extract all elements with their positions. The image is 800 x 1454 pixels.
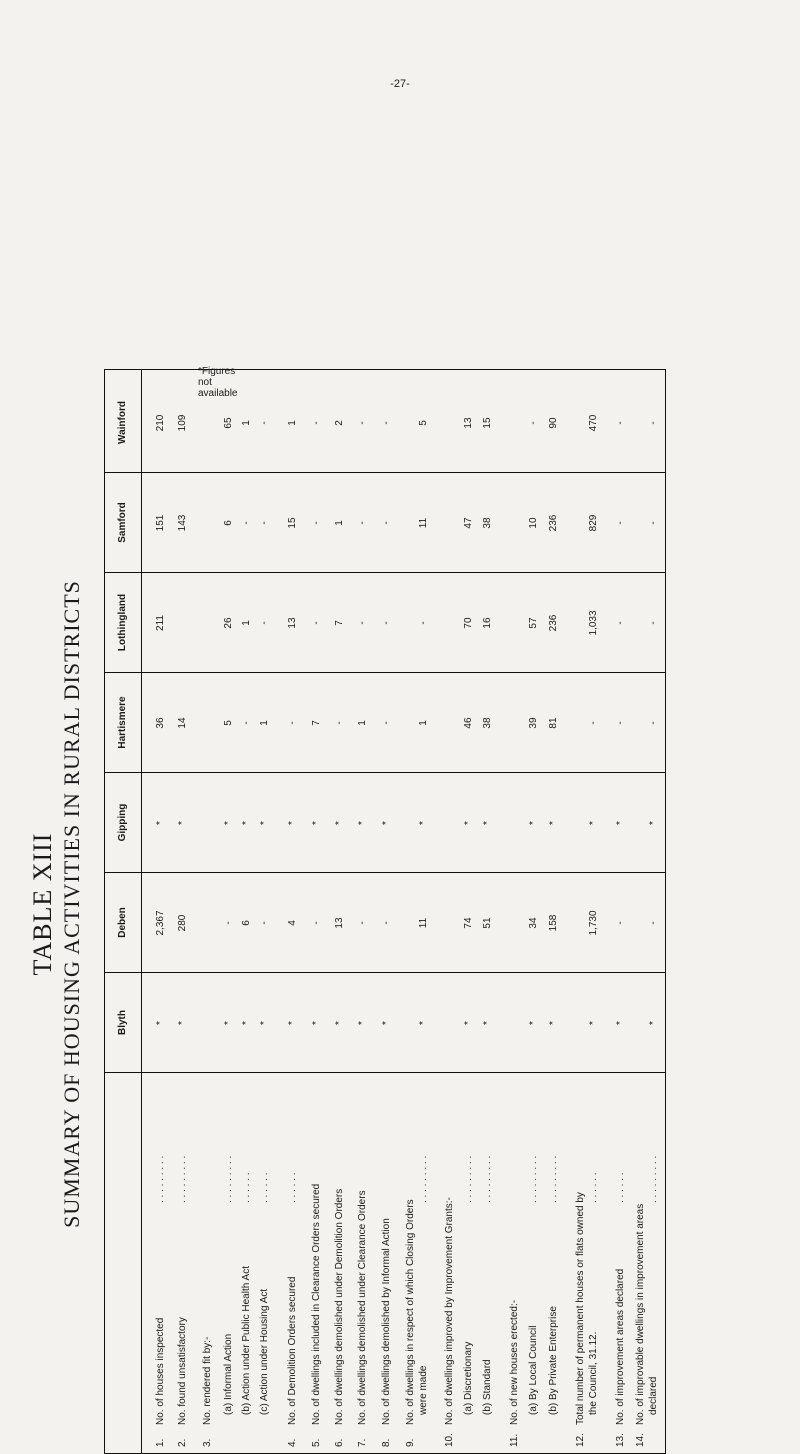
row-number: 9. xyxy=(405,1438,416,1447)
cell-hartismere: 1 xyxy=(357,720,368,726)
cell-blyth: * xyxy=(259,1021,270,1025)
cell-lothingland: 1 xyxy=(241,620,252,626)
column-header-gipping: Gipping xyxy=(105,773,141,873)
cell-gipping: * xyxy=(223,821,234,825)
leader-dots: . . . . . . . . . xyxy=(548,1155,559,1203)
cell-deben: 13 xyxy=(334,917,345,929)
row-label-continuation: the Council, 31.12. xyxy=(588,1331,599,1415)
cell-lothingland: - xyxy=(648,621,659,625)
cell-blyth: * xyxy=(482,1021,493,1025)
cell-lothingland: 7 xyxy=(334,620,345,626)
cell-gipping: * xyxy=(482,821,493,825)
cell-wainford: - xyxy=(528,421,539,425)
table-title: TABLE XIII xyxy=(28,832,57,976)
cell-lothingland: - xyxy=(381,621,392,625)
cell-hartismere: 46 xyxy=(463,717,474,729)
row-label: (a) Informal Action xyxy=(223,1333,234,1415)
cell-gipping: * xyxy=(528,821,539,825)
cell-lothingland: 26 xyxy=(223,617,234,629)
cell-wainford: 90 xyxy=(548,417,559,429)
cell-deben: 34 xyxy=(528,917,539,929)
page-number: -27- xyxy=(390,78,410,90)
cell-deben: - xyxy=(648,921,659,925)
row-number: 14. xyxy=(635,1433,646,1447)
leader-dots: . . . . . . . . . xyxy=(648,1155,659,1203)
cell-gipping: * xyxy=(648,821,659,825)
cell-gipping: * xyxy=(588,821,599,825)
cell-blyth: * xyxy=(648,1021,659,1025)
row-number: 5. xyxy=(311,1438,322,1447)
row-number: 3. xyxy=(202,1438,213,1447)
cell-samford: 15 xyxy=(287,517,298,529)
row-label: No. of improvable dwellings in improvement areas xyxy=(635,1203,646,1425)
cell-samford: - xyxy=(259,521,270,525)
cell-blyth: * xyxy=(177,1021,188,1025)
cell-samford: 1 xyxy=(334,520,345,526)
cell-deben: 158 xyxy=(548,914,559,932)
rotated-table-sheet xyxy=(28,354,668,1454)
cell-lothingland: - xyxy=(259,621,270,625)
cell-samford: 236 xyxy=(548,514,559,532)
cell-lothingland: - xyxy=(357,621,368,625)
cell-gipping: * xyxy=(548,821,559,825)
cell-gipping: * xyxy=(357,821,368,825)
column-divider xyxy=(105,772,665,773)
cell-hartismere: - xyxy=(615,721,626,725)
row-label: No. found unsatisfactory xyxy=(177,1317,188,1425)
column-header-wainford: Wainford xyxy=(105,373,141,473)
cell-hartismere: 39 xyxy=(528,717,539,729)
row-label: (b) Standard xyxy=(482,1359,493,1415)
cell-samford: 143 xyxy=(177,514,188,532)
cell-deben: 74 xyxy=(463,917,474,929)
column-header-deben: Deben xyxy=(105,873,141,973)
cell-hartismere: 1 xyxy=(259,720,270,726)
row-label: No. of improvement areas declared xyxy=(615,1268,626,1425)
summary-table xyxy=(104,369,666,1454)
cell-hartismere: 7 xyxy=(311,720,322,726)
column-divider xyxy=(105,472,665,473)
table-subtitle: SUMMARY OF HOUSING ACTIVITIES IN RURAL DISTRICTS xyxy=(59,580,84,1228)
leader-dots: . . . . . . . . . xyxy=(463,1155,474,1203)
cell-samford: 38 xyxy=(482,517,493,529)
cell-deben: - xyxy=(259,921,270,925)
row-number: 7. xyxy=(357,1438,368,1447)
leader-dots: . . . . . . xyxy=(241,1172,252,1203)
cell-samford: - xyxy=(648,521,659,525)
cell-hartismere: 81 xyxy=(548,717,559,729)
cell-blyth: * xyxy=(223,1021,234,1025)
leader-dots: . . . . . . . . . xyxy=(528,1155,539,1203)
cell-hartismere: 5 xyxy=(223,720,234,726)
leader-dots: . . . . . . xyxy=(259,1172,270,1203)
row-number: 10. xyxy=(444,1433,455,1447)
cell-deben: - xyxy=(615,921,626,925)
cell-lothingland: 236 xyxy=(548,614,559,632)
row-label: No. rendered fit by:- xyxy=(202,1336,213,1425)
cell-gipping: * xyxy=(615,821,626,825)
cell-samford: 6 xyxy=(223,520,234,526)
cell-blyth: * xyxy=(588,1021,599,1025)
leader-dots: . . . . . . . . . xyxy=(177,1155,188,1203)
leader-dots: . . . . . . xyxy=(615,1172,626,1203)
cell-deben: - xyxy=(223,921,234,925)
cell-wainford: - xyxy=(357,421,368,425)
cell-wainford: - xyxy=(259,421,270,425)
row-label: No. of dwellings demolished under Demolition Orders xyxy=(334,1188,345,1425)
row-label: Total number of permanent houses or flats owned by xyxy=(575,1192,586,1425)
cell-lothingland: 13 xyxy=(287,617,298,629)
cell-hartismere: 38 xyxy=(482,717,493,729)
cell-lothingland: - xyxy=(311,621,322,625)
row-label: No. of dwellings included in Clearance Orders secured xyxy=(311,1183,322,1425)
row-label: No. of houses inspected xyxy=(155,1317,166,1425)
leader-dots: . . . . . . . . . xyxy=(482,1155,493,1203)
cell-wainford: 1 xyxy=(287,420,298,426)
row-label: No. of dwellings in respect of which Closing Orders xyxy=(405,1199,416,1425)
cell-wainford: - xyxy=(311,421,322,425)
cell-gipping: * xyxy=(463,821,474,825)
column-divider xyxy=(105,1072,665,1073)
cell-deben: - xyxy=(381,921,392,925)
column-divider xyxy=(105,972,665,973)
cell-samford: - xyxy=(241,521,252,525)
cell-wainford: - xyxy=(615,421,626,425)
leader-dots: . . . . . . xyxy=(287,1172,298,1203)
cell-blyth: * xyxy=(418,1021,429,1025)
cell-gipping: * xyxy=(287,821,298,825)
leader-dots: . . . . . . . . . xyxy=(418,1155,429,1203)
cell-blyth: * xyxy=(155,1021,166,1025)
cell-lothingland: 16 xyxy=(482,617,493,629)
cell-blyth: * xyxy=(287,1021,298,1025)
cell-hartismere: - xyxy=(334,721,345,725)
cell-samford: - xyxy=(381,521,392,525)
cell-blyth: * xyxy=(357,1021,368,1025)
cell-blyth: * xyxy=(334,1021,345,1025)
cell-lothingland: 1,033 xyxy=(588,610,599,636)
column-header-samford: Samford xyxy=(105,473,141,573)
footnote: *Figures not available xyxy=(198,366,238,399)
cell-wainford: - xyxy=(381,421,392,425)
row-label: No. of Demolition Orders secured xyxy=(287,1276,298,1425)
cell-blyth: * xyxy=(548,1021,559,1025)
row-number: 6. xyxy=(334,1438,345,1447)
cell-lothingland: 211 xyxy=(155,615,166,631)
cell-blyth: * xyxy=(311,1021,322,1025)
cell-gipping: * xyxy=(381,821,392,825)
row-number: 12. xyxy=(575,1433,586,1447)
cell-deben: - xyxy=(311,921,322,925)
cell-deben: 1,730 xyxy=(588,910,599,936)
cell-gipping: * xyxy=(177,821,188,825)
column-header-lothingland: Lothingland xyxy=(105,573,141,673)
cell-wainford: 2 xyxy=(334,420,345,426)
cell-deben: 51 xyxy=(482,917,493,929)
row-label: (b) By Private Enterprise xyxy=(548,1306,559,1415)
row-label: (c) Action under Housing Act xyxy=(259,1288,270,1415)
row-label: (a) By Local Council xyxy=(528,1325,539,1415)
cell-gipping: * xyxy=(334,821,345,825)
cell-wainford: 15 xyxy=(482,417,493,429)
cell-blyth: * xyxy=(528,1021,539,1025)
column-header-hartismere: Hartismere xyxy=(105,673,141,773)
cell-wainford: 65 xyxy=(223,417,234,429)
table-header-row xyxy=(105,370,142,1453)
leader-dots: . . . . . . . . . xyxy=(223,1155,234,1203)
cell-wainford: 109 xyxy=(177,414,188,432)
cell-deben: 2,367 xyxy=(155,910,166,936)
cell-gipping: * xyxy=(311,821,322,825)
row-label-continuation: were made xyxy=(418,1365,429,1415)
cell-hartismere: - xyxy=(241,721,252,725)
cell-hartismere: 1 xyxy=(418,720,429,726)
cell-blyth: * xyxy=(615,1021,626,1025)
table-title-block xyxy=(28,354,88,1454)
cell-deben: 4 xyxy=(287,920,298,926)
row-number: 11. xyxy=(509,1433,520,1447)
row-label: (b) Action under Public Health Act xyxy=(241,1266,252,1415)
cell-blyth: * xyxy=(463,1021,474,1025)
cell-wainford: 470 xyxy=(588,414,599,432)
cell-lothingland: - xyxy=(418,621,429,625)
cell-samford: 151 xyxy=(155,514,166,532)
cell-wainford: 13 xyxy=(463,417,474,429)
row-number: 4. xyxy=(287,1438,298,1447)
cell-deben: 6 xyxy=(241,920,252,926)
cell-hartismere: - xyxy=(588,721,599,725)
cell-wainford: 5 xyxy=(418,420,429,426)
cell-lothingland: 57 xyxy=(528,617,539,629)
cell-wainford: 210 xyxy=(155,414,166,432)
leader-dots: . . . . . . . . . xyxy=(155,1155,166,1203)
row-number: 2. xyxy=(177,1438,188,1447)
cell-deben: 11 xyxy=(418,917,429,929)
column-divider xyxy=(105,672,665,673)
cell-samford: 10 xyxy=(528,517,539,529)
cell-blyth: * xyxy=(381,1021,392,1025)
cell-samford: - xyxy=(357,521,368,525)
cell-samford: 829 xyxy=(588,514,599,532)
cell-wainford: - xyxy=(648,421,659,425)
cell-samford: 47 xyxy=(463,517,474,529)
cell-gipping: * xyxy=(155,821,166,825)
column-divider xyxy=(105,872,665,873)
cell-hartismere: 36 xyxy=(155,717,166,729)
cell-samford: 11 xyxy=(418,517,429,529)
cell-samford: - xyxy=(311,521,322,525)
cell-hartismere: - xyxy=(287,721,298,725)
row-label: No. of dwellings demolished under Clearance Orders xyxy=(357,1190,368,1425)
cell-lothingland: - xyxy=(615,621,626,625)
cell-deben: - xyxy=(357,921,368,925)
row-label: No. of dwellings demolished by Informal Action xyxy=(381,1218,392,1425)
cell-hartismere: 14 xyxy=(177,717,188,729)
cell-deben: 280 xyxy=(177,914,188,932)
row-label: No. of new houses erected:- xyxy=(509,1299,520,1425)
cell-gipping: * xyxy=(259,821,270,825)
cell-blyth: * xyxy=(241,1021,252,1025)
cell-gipping: * xyxy=(418,821,429,825)
column-header-blyth: Blyth xyxy=(105,973,141,1073)
cell-samford: - xyxy=(615,521,626,525)
row-label: No. of dwellings improved by Improvement Grants:- xyxy=(444,1197,455,1425)
column-divider xyxy=(105,572,665,573)
cell-hartismere: - xyxy=(381,721,392,725)
row-number: 1. xyxy=(155,1438,166,1447)
cell-gipping: * xyxy=(241,821,252,825)
row-number: 13. xyxy=(615,1433,626,1447)
cell-hartismere: - xyxy=(648,721,659,725)
row-number: 8. xyxy=(381,1438,392,1447)
row-label-continuation: declared xyxy=(648,1376,659,1415)
row-label: (a) Discretionary xyxy=(463,1341,474,1415)
cell-lothingland: 70 xyxy=(463,617,474,629)
leader-dots: . . . . . . xyxy=(588,1172,599,1203)
cell-wainford: 1 xyxy=(241,420,252,426)
